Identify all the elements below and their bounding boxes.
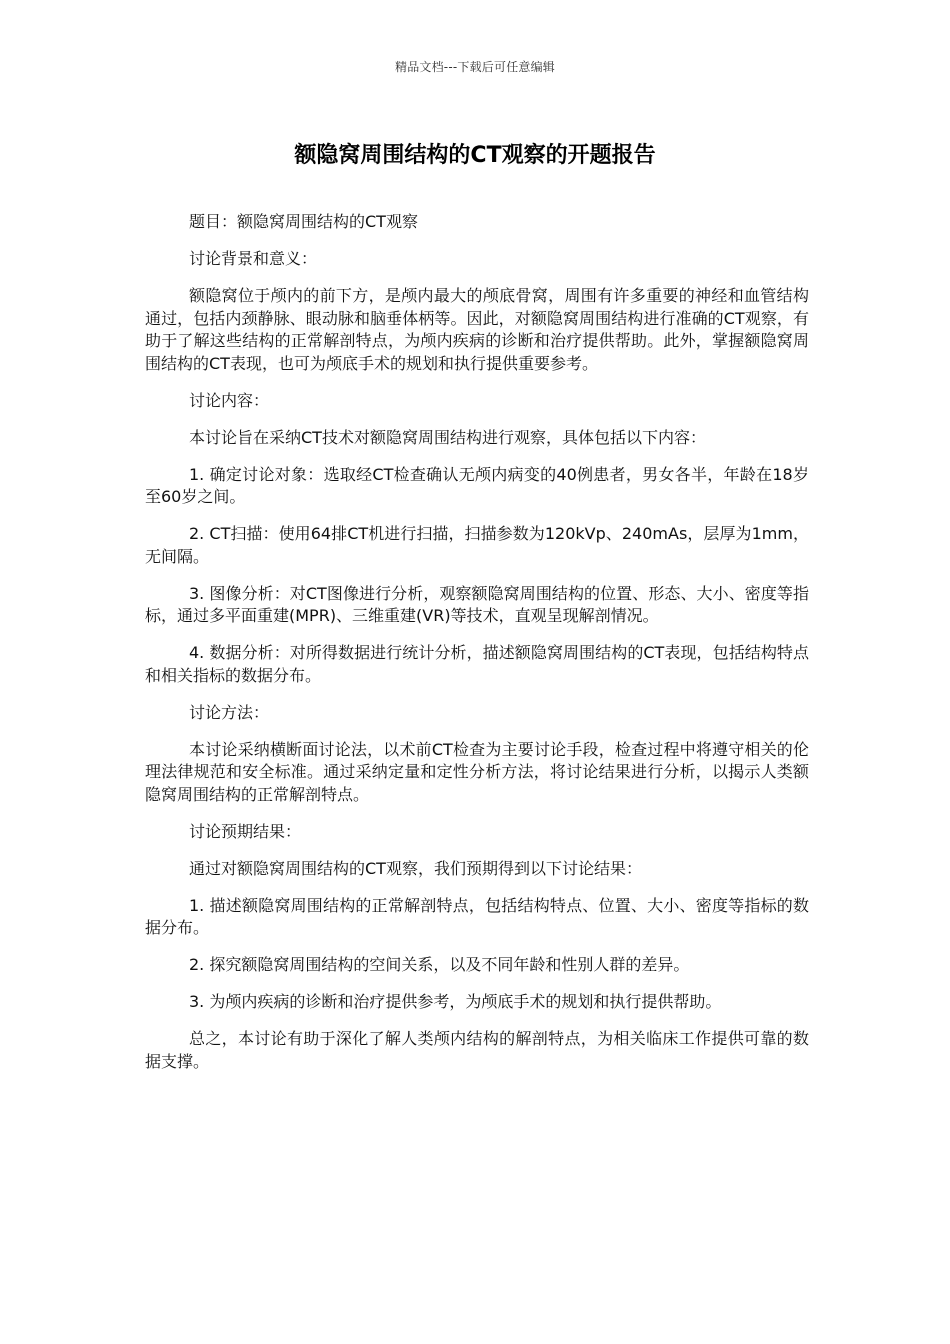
content-item-1: 1. 确定讨论对象：选取经CT检查确认无颅内病变的40例患者，男女各半，年龄在18岁至60岁之间。 <box>145 464 809 506</box>
section-heading-method: 讨论方法： <box>189 702 270 722</box>
expected-result-3: 3. 为颅内疾病的诊断和治疗提供参考，为颅底手术的规划和执行提供帮助。 <box>189 992 722 1011</box>
expected-result-2: 2. 探究额隐窝周围结构的空间关系，以及不同年龄和性别人群的差异。 <box>189 955 690 974</box>
content-intro-paragraph: 本讨论旨在采纳CT技术对额隐窝周围结构进行观察，具体包括以下内容： <box>189 427 706 447</box>
document-body <box>145 211 809 1088</box>
conclusion-paragraph: 总之，本讨论有助于深化了解人类颅内结构的解剖特点，为相关临床工作提供可靠的数据支撑。 <box>145 1029 809 1071</box>
section-heading-expected-results: 讨论预期结果： <box>189 821 302 841</box>
background-paragraph: 额隐窝位于颅内的前下方，是颅内最大的颅底骨窝，周围有许多重要的神经和血管结构通过，包括内颈静脉、眼动脉和脑垂体柄等。因此，对额隐窝周围结构进行准确的CT观察，有助于了解这些结构的正常解剖特点，为颅内疾病的诊断和治疗提供帮助。此外，掌握额隐窝周围结构的CT表现，也可为颅底手术的规划和执行提供重要参考。 <box>145 286 809 373</box>
header-note: 精品文档---下载后可任意编辑 <box>395 60 555 74</box>
content-item-4: 4. 数据分析：对所得数据进行统计分析，描述额隐窝周围结构的CT表现，包括结构特点和相关指标的数据分布。 <box>145 643 809 685</box>
content-item-3: 3. 图像分析：对CT图像进行分析，观察额隐窝周围结构的位置、形态、大小、密度等指标，通过多平面重建(MPR)、三维重建(VR)等技术，直观呈现解剖情况。 <box>145 583 809 625</box>
content-item-2: 2. CT扫描：使用64排CT机进行扫描，扫描参数为120kVp、240mAs，层厚为1mm，无间隔。 <box>145 524 809 566</box>
expected-results-intro: 通过对额隐窝周围结构的CT观察，我们预期得到以下讨论结果： <box>189 858 642 878</box>
section-heading-content: 讨论内容： <box>189 390 270 410</box>
method-paragraph: 本讨论采纳横断面讨论法，以术前CT检查为主要讨论手段，检查过程中将遵守相关的伦理法律规范和安全标准。通过采纳定量和定性分析方法，将讨论结果进行分析，以揭示人类额隐窝周围结构的正常解剖特点。 <box>145 739 809 804</box>
document-title: 额隐窝周围结构的CT观察的开题报告 <box>294 143 656 168</box>
expected-result-1: 1. 描述额隐窝周围结构的正常解剖特点，包括结构特点、位置、大小、密度等指标的数据分布。 <box>145 895 809 937</box>
section-heading-background: 讨论背景和意义： <box>189 249 318 268</box>
topic-line: 题目：额隐窝周围结构的CT观察 <box>189 212 418 231</box>
